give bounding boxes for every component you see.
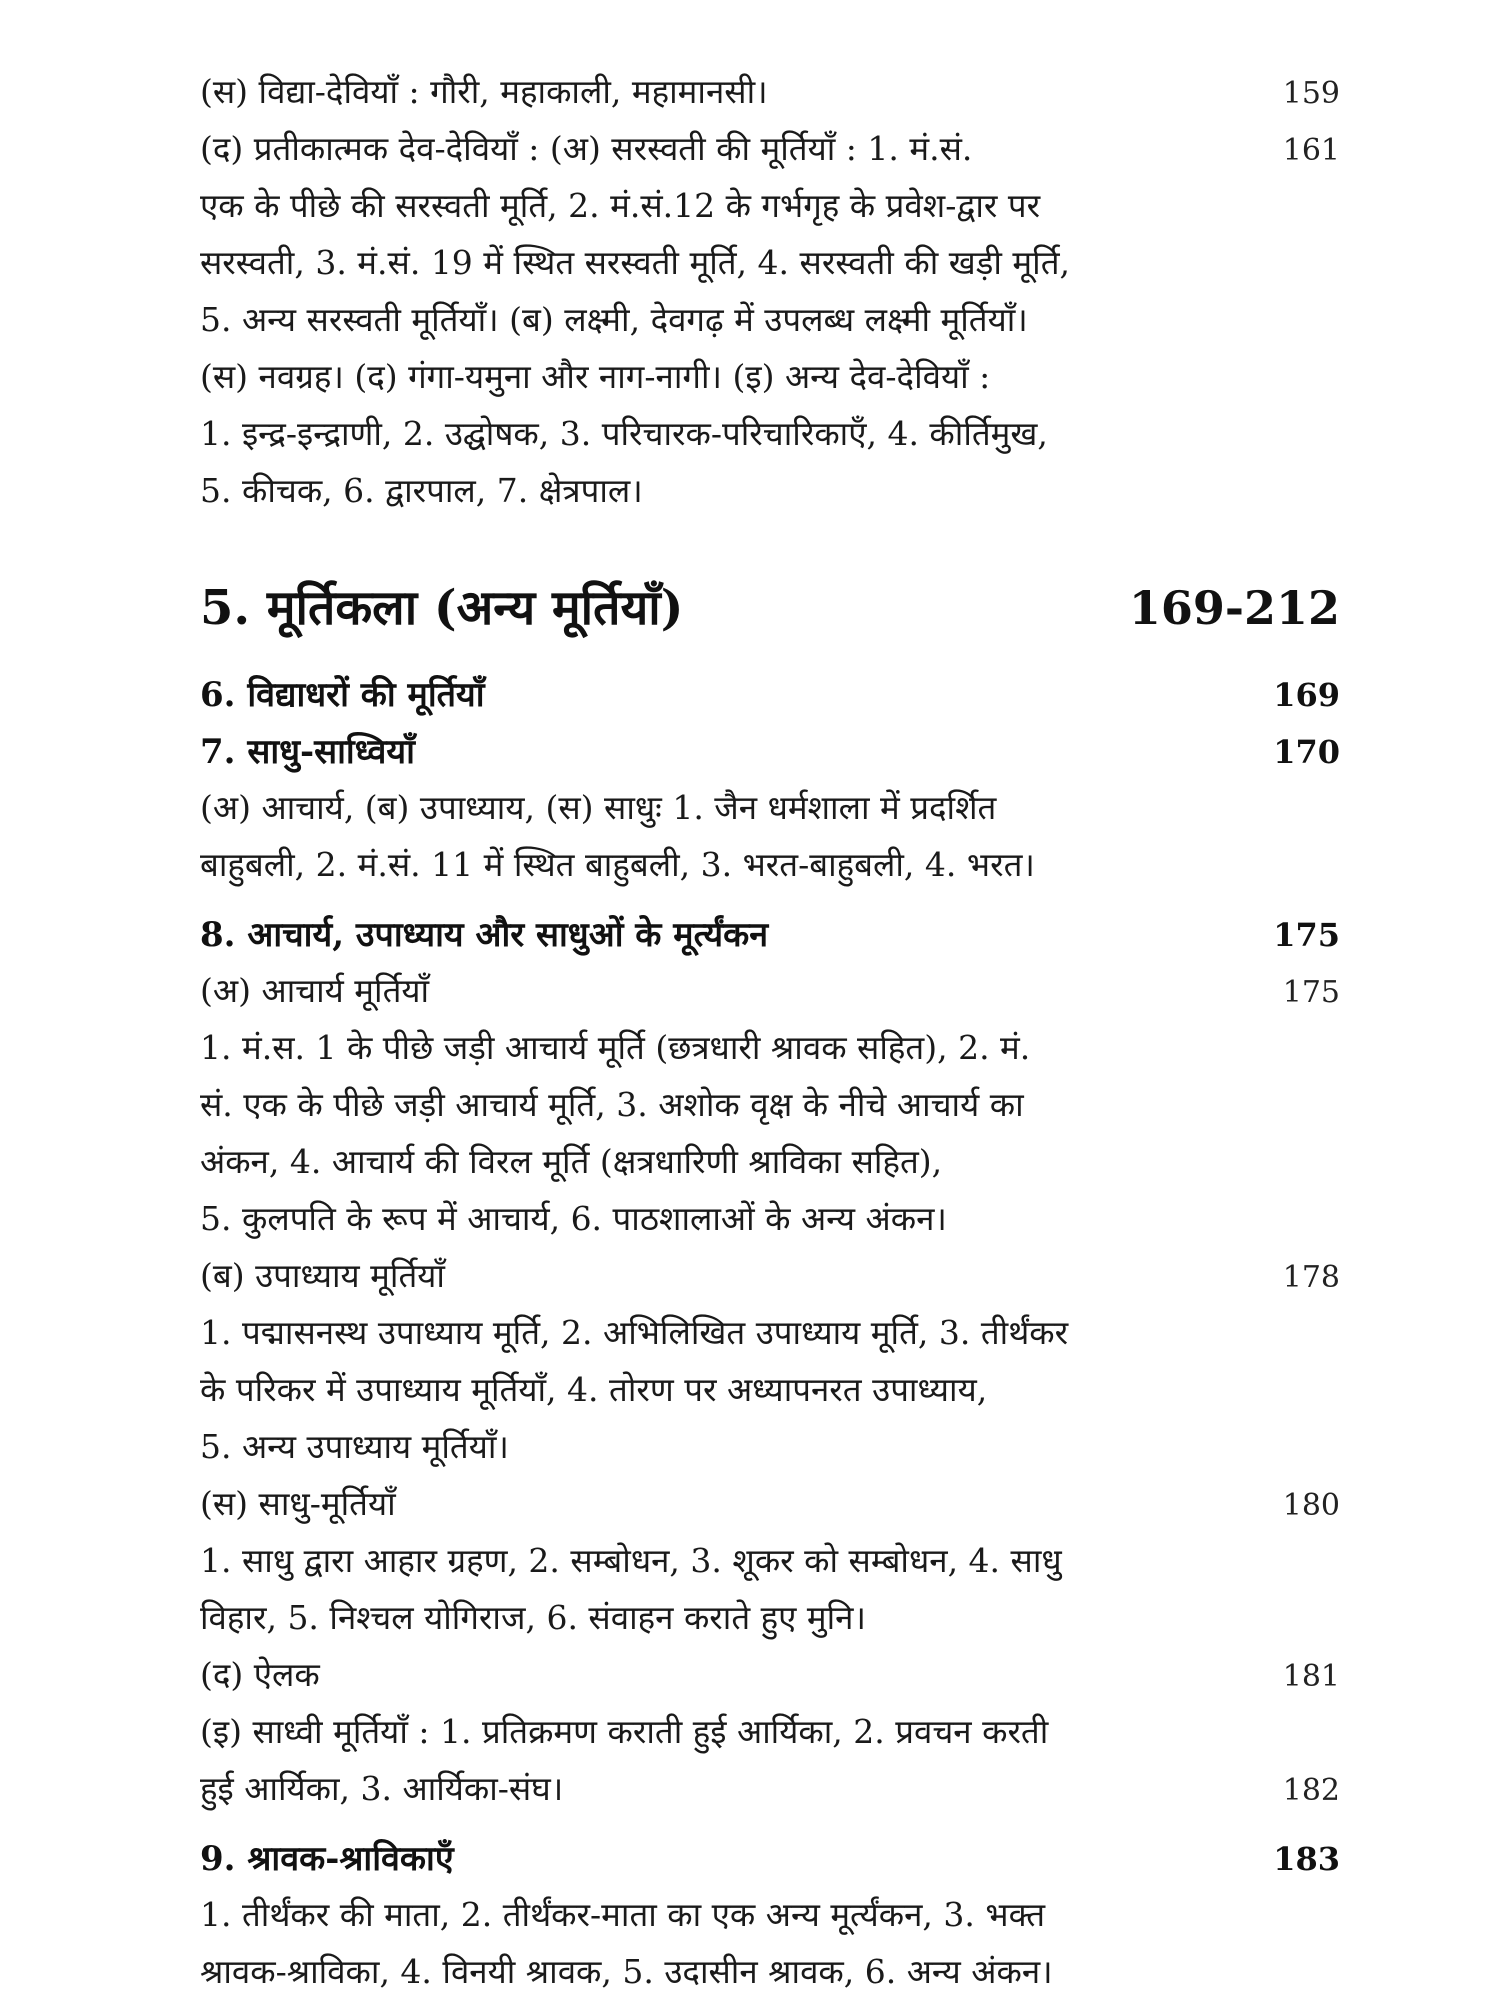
- body-line: [200, 1539, 1340, 1583]
- body-text: 5. कुलपति के रूप में आचार्य, 6. पाठशालाओं के अन्य अंकन।: [200, 1199, 947, 1238]
- section-title: 6. विद्याधरों की मूर्तियाँ: [200, 675, 485, 715]
- chapter-page-range: 169-212: [1128, 581, 1340, 635]
- body-line: [200, 241, 1340, 285]
- body-text: 5. कीचक, 6. द्वारपाल, 7. क्षेत्रपाल।: [200, 471, 643, 510]
- body-line: [200, 1197, 1340, 1241]
- body-line: [200, 412, 1340, 456]
- body-line: [200, 1950, 1340, 1994]
- subsection-entry: [200, 969, 1340, 1015]
- entry-text: (स) विद्या-देवियाँ : गौरी, महाकाली, महामानसी।: [200, 72, 768, 111]
- section-heading: [200, 729, 1340, 775]
- body-line: [200, 1026, 1340, 1070]
- section-title: 9. श्रावक-श्राविकाएँ: [200, 1839, 454, 1879]
- body-line: [200, 469, 1340, 513]
- chapter-heading: [200, 578, 1340, 638]
- section-title: 7. साधु-साध्वियाँ: [200, 732, 415, 772]
- page-number: 178: [1282, 1260, 1340, 1295]
- subsection-title: (अ) आचार्य मूर्तियाँ: [200, 971, 430, 1010]
- body-text: 1. इन्द्र-इन्द्राणी, 2. उद्घोषक, 3. परिचारक-परिचारिकाएँ, 4. कीर्तिमुख,: [200, 414, 1048, 453]
- body-text: सं. एक के पीछे जड़ी आचार्य मूर्ति, 3. अशोक वृक्ष के नीचे आचार्य का: [200, 1085, 1024, 1124]
- body-text: 1. मं.स. 1 के पीछे जड़ी आचार्य मूर्ति (छत्रधारी श्रावक सहित), 2. मं.: [200, 1028, 1031, 1067]
- body-line: [200, 1893, 1340, 1937]
- section-heading: [200, 1836, 1340, 1882]
- entry-text: (द) प्रतीकात्मक देव-देवियाँ : (अ) सरस्वती की मूर्तियाँ : 1. मं.सं.: [200, 129, 973, 168]
- page-number: 161: [1282, 133, 1340, 168]
- body-line: [200, 1596, 1340, 1640]
- page-number: 159: [1282, 76, 1340, 111]
- subsection-entry: [200, 1482, 1340, 1528]
- page-number: 175: [1273, 916, 1340, 954]
- subsection-title: (ब) उपाध्याय मूर्तियाँ: [200, 1256, 445, 1295]
- subsection-entry: [200, 1653, 1340, 1699]
- toc-entry: [200, 127, 1340, 173]
- body-line: [200, 1140, 1340, 1184]
- page-number: 180: [1282, 1488, 1340, 1523]
- page-number: 181: [1282, 1659, 1340, 1694]
- body-line: [200, 1311, 1340, 1355]
- body-line: [200, 786, 1340, 830]
- body-line: [200, 298, 1340, 342]
- body-text: विहार, 5. निश्चल योगिराज, 6. संवाहन कराते हुए मुनि।: [200, 1598, 867, 1637]
- section-title: 8. आचार्य, उपाध्याय और साधुओं के मूर्त्यंकन: [200, 915, 769, 955]
- page-number: 183: [1273, 1840, 1340, 1878]
- subsection-entry: [200, 1254, 1340, 1300]
- chapter-title: 5. मूर्तिकला (अन्य मूर्तियाँ): [200, 580, 684, 636]
- body-text: 5. अन्य सरस्वती मूर्तियाँ। (ब) लक्ष्मी, देवगढ़ में उपलब्ध लक्ष्मी मूर्तियाँ।: [200, 300, 1028, 339]
- body-text: (इ) साध्वी मूर्तियाँ : 1. प्रतिक्रमण कराती हुई आर्यिका, 2. प्रवचन करती: [200, 1712, 1049, 1751]
- page-number: 182: [1282, 1773, 1340, 1808]
- body-text: (स) नवग्रह। (द) गंगा-यमुना और नाग-नागी। (इ) अन्य देव-देवियाँ :: [200, 357, 991, 396]
- body-line: [200, 184, 1340, 228]
- body-text: 1. साधु द्वारा आहार ग्रहण, 2. सम्बोधन, 3. शूकर को सम्बोधन, 4. साधु: [200, 1541, 1062, 1580]
- subsection-title: (द) ऐलक: [200, 1655, 320, 1694]
- body-text: हुई आर्यिका, 3. आर्यिका-संघ।: [200, 1769, 564, 1808]
- body-text: के परिकर में उपाध्याय मूर्तियाँ, 4. तोरण पर अध्यापनरत उपाध्याय,: [200, 1370, 988, 1409]
- subsection-title: (स) साधु-मूर्तियाँ: [200, 1484, 396, 1523]
- toc-entry: [200, 70, 1340, 116]
- body-text: सरस्वती, 3. मं.सं. 19 में स्थित सरस्वती मूर्ति, 4. सरस्वती की खड़ी मूर्ति,: [200, 243, 1070, 282]
- body-text: (अ) आचार्य, (ब) उपाध्याय, (स) साधुः 1. जैन धर्मशाला में प्रदर्शित: [200, 788, 997, 827]
- body-text: 5. अन्य उपाध्याय मूर्तियाँ।: [200, 1427, 509, 1466]
- body-text: श्रावक-श्राविका, 4. विनयी श्रावक, 5. उदासीन श्रावक, 6. अन्य अंकन।: [200, 1952, 1053, 1991]
- body-line: [200, 1710, 1340, 1754]
- body-line: [200, 1425, 1340, 1469]
- body-line: [200, 1767, 1340, 1813]
- body-text: अंकन, 4. आचार्य की विरल मूर्ति (क्षत्रधारिणी श्राविका सहित),: [200, 1142, 943, 1181]
- section-heading: [200, 912, 1340, 958]
- body-text: 1. तीर्थंकर की माता, 2. तीर्थंकर-माता का एक अन्य मूर्त्यंकन, 3. भक्त: [200, 1895, 1046, 1934]
- body-line: [200, 843, 1340, 887]
- body-text: बाहुबली, 2. मं.सं. 11 में स्थित बाहुबली, 3. भरत-बाहुबली, 4. भरत।: [200, 845, 1035, 884]
- section-heading: [200, 672, 1340, 718]
- page-number: 169: [1273, 676, 1340, 714]
- page-number: 175: [1282, 975, 1340, 1010]
- body-text: एक के पीछे की सरस्वती मूर्ति, 2. मं.सं.12 के गर्भगृह के प्रवेश-द्वार पर: [200, 186, 1041, 225]
- body-line: [200, 355, 1340, 399]
- body-line: [200, 1083, 1340, 1127]
- body-text: 1. पद्मासनस्थ उपाध्याय मूर्ति, 2. अभिलिखित उपाध्याय मूर्ति, 3. तीर्थंकर: [200, 1313, 1069, 1352]
- page-number: 170: [1273, 733, 1340, 771]
- body-line: [200, 1368, 1340, 1412]
